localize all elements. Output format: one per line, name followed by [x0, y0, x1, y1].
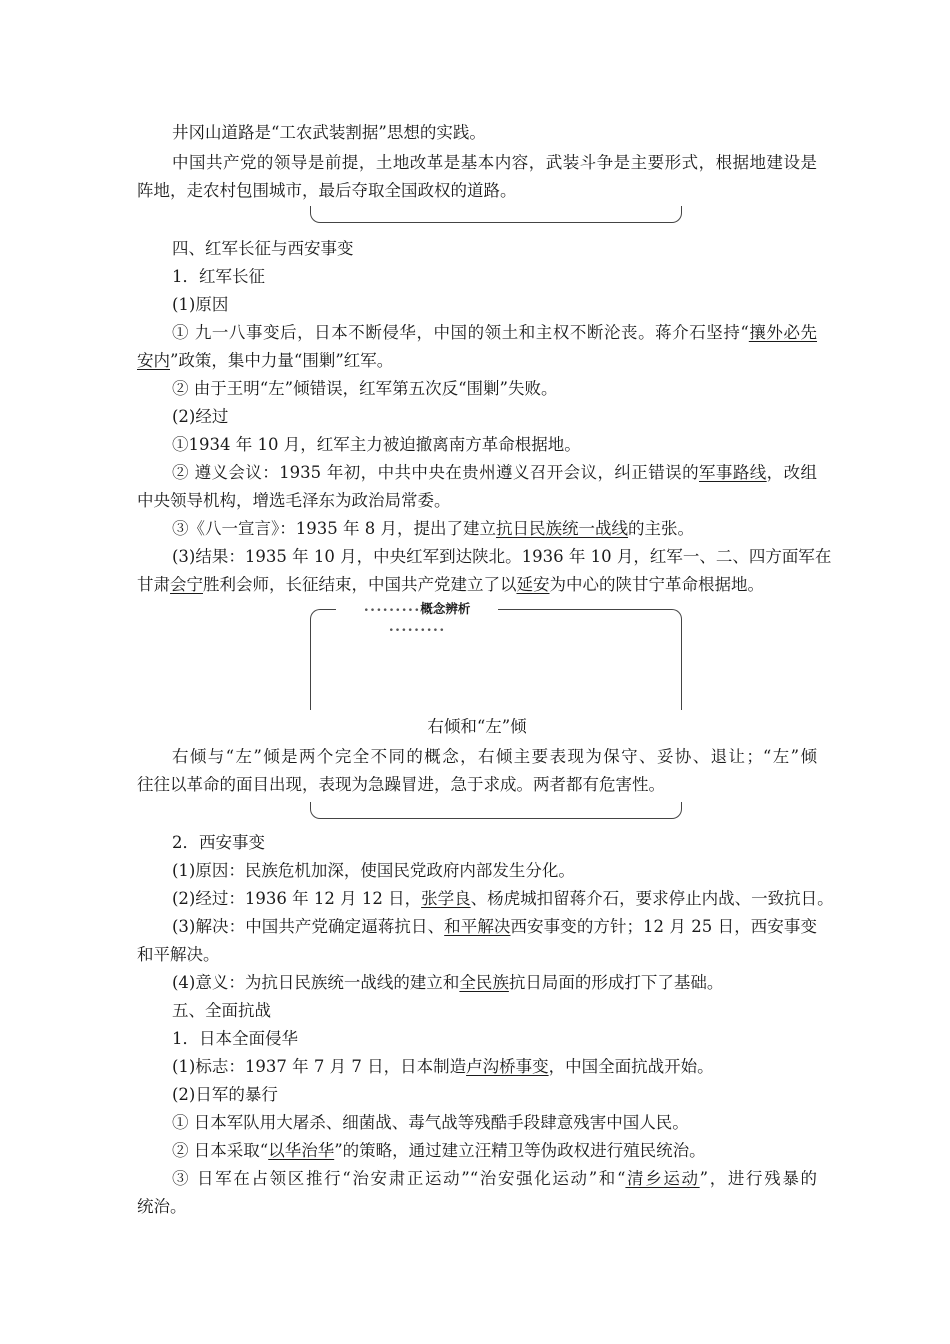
- paragraph: [137, 350, 817, 372]
- paragraph: 中央领导机构，增选毛泽东为政治局常委。: [137, 491, 451, 510]
- underlined-term: 张学良: [421, 889, 471, 908]
- paragraph: 阵地，走农村包围城市，最后夺取全国政权的道路。: [137, 181, 517, 200]
- paragraph: [172, 1168, 817, 1190]
- underlined-term: 延安: [516, 575, 550, 594]
- text: 为中心的陕甘宁革命根据地。: [549, 575, 764, 594]
- text: ③《八一宣言》：1935 年 8 月，提出了建立: [172, 519, 496, 538]
- box-frame-bottom: [310, 802, 682, 819]
- paragraph: (3)结果：1935 年 10 月，中央红军到达陕北。1936 年 10 月，红军一、二、四方面军在: [172, 547, 832, 566]
- concept-title: 右倾和“左”倾: [427, 717, 527, 736]
- concept-body: 往往以革命的面目出现，表现为急躁冒进，急于求成。两者都有危害性。: [137, 775, 665, 794]
- paragraph: [172, 916, 817, 938]
- text: ② 日本采取“: [172, 1141, 269, 1160]
- section-heading: 五、全面抗战: [172, 1001, 271, 1020]
- text: ”政策，集中力量“围剿”红军。: [170, 351, 394, 370]
- text: ③ 日军在占领区推行“治安肃正运动”“治安强化运动”和“: [172, 1169, 626, 1188]
- text: 胜利会师，长征结束，中国共产党建立了以: [203, 575, 517, 594]
- paragraph: [172, 322, 817, 344]
- subsection-heading: 1．红军长征: [172, 267, 265, 286]
- underlined-term: 会宁: [170, 575, 203, 594]
- paragraph: 井冈山道路是“工农武装割据”思想的实践。: [172, 123, 486, 142]
- underlined-term: 军事路线: [699, 463, 767, 482]
- text: ”的策略，通过建立汪精卫等伪政权进行殖民统治。: [334, 1141, 706, 1160]
- paragraph: ① 日本军队用大屠杀、细菌战、毒气战等残酷手段肆意残害中国人民。: [172, 1113, 689, 1132]
- underlined-term: 全民族: [459, 973, 509, 992]
- paragraph: [172, 462, 817, 484]
- concept-tag-label: 概念辨析: [420, 601, 471, 616]
- dots-decoration: •••••••••: [388, 626, 446, 636]
- underlined-term: 安内: [137, 351, 170, 370]
- underlined-term: 和平解决: [444, 917, 511, 936]
- text: 的主张。: [627, 519, 694, 538]
- paragraph: [172, 518, 817, 540]
- paragraph: [137, 574, 817, 596]
- box-frame-bottom: [310, 206, 682, 223]
- paragraph: [172, 972, 817, 994]
- paragraph: (1)原因：民族危机加深，使国民党政府内部发生分化。: [172, 861, 575, 880]
- item-title: (2)经过: [172, 407, 229, 426]
- underlined-term: 以华治华: [268, 1141, 335, 1160]
- paragraph: 中国共产党的领导是前提，土地改革是基本内容，武装斗争是主要形式，根据地建设是: [172, 153, 817, 172]
- underlined-term: 卢沟桥事变: [466, 1057, 549, 1076]
- section-heading: 四、红军长征与西安事变: [172, 239, 354, 258]
- text: ，中国全面抗战开始。: [548, 1057, 714, 1076]
- concept-tag: [336, 600, 498, 636]
- text: 甘肃: [137, 575, 170, 594]
- subsection-heading: 1．日本全面侵华: [172, 1029, 298, 1048]
- subsection-heading: 2．西安事变: [172, 833, 265, 852]
- text: ，改组: [766, 463, 818, 482]
- paragraph: [172, 1056, 817, 1078]
- text: 、杨虎城扣留蒋介石，要求停止内战、一致抗日。: [470, 889, 834, 908]
- underlined-term: 攘外必先: [748, 323, 818, 342]
- text: (1)标志：1937 年 7 月 7 日，日本制造: [172, 1057, 467, 1076]
- item-title: (2)日军的暴行: [172, 1085, 278, 1104]
- underlined-term: 清乡运动: [625, 1169, 700, 1188]
- paragraph: ② 由于王明“左”倾错误，红军第五次反“围剿”失败。: [172, 379, 558, 398]
- paragraph: [172, 1140, 817, 1162]
- underlined-term: 抗日民族统一战线: [495, 519, 628, 538]
- dots-decoration: •••••••••: [363, 606, 421, 616]
- text: 抗日局面的形成打下了基础。: [508, 973, 724, 992]
- paragraph: ①1934 年 10 月，红军主力被迫撤离南方革命根据地。: [172, 435, 581, 454]
- text: (3)解决：中国共产党确定逼蒋抗日、: [172, 917, 445, 936]
- text: 西安事变的方针；12 月 25 日，西安事变: [510, 917, 818, 936]
- text: ”，进行残暴的: [699, 1169, 818, 1188]
- paragraph: 统治。: [137, 1197, 187, 1216]
- text: (4)意义：为抗日民族统一战线的建立和: [172, 973, 460, 992]
- paragraph: 和平解决。: [137, 945, 220, 964]
- concept-box-frame: [310, 609, 682, 710]
- item-title: (1)原因: [172, 295, 229, 314]
- paragraph: [172, 888, 834, 910]
- text: ① 九一八事变后，日本不断侵华，中国的领土和主权不断沦丧。蒋介石坚持“: [172, 323, 749, 342]
- text: (2)经过：1936 年 12 月 12 日，: [172, 889, 422, 908]
- concept-body: 右倾与“左”倾是两个完全不同的概念，右倾主要表现为保守、妥协、退让；“左”倾: [172, 747, 817, 766]
- text: ② 遵义会议：1935 年初，中共中央在贵州遵义召开会议，纠正错误的: [172, 463, 699, 482]
